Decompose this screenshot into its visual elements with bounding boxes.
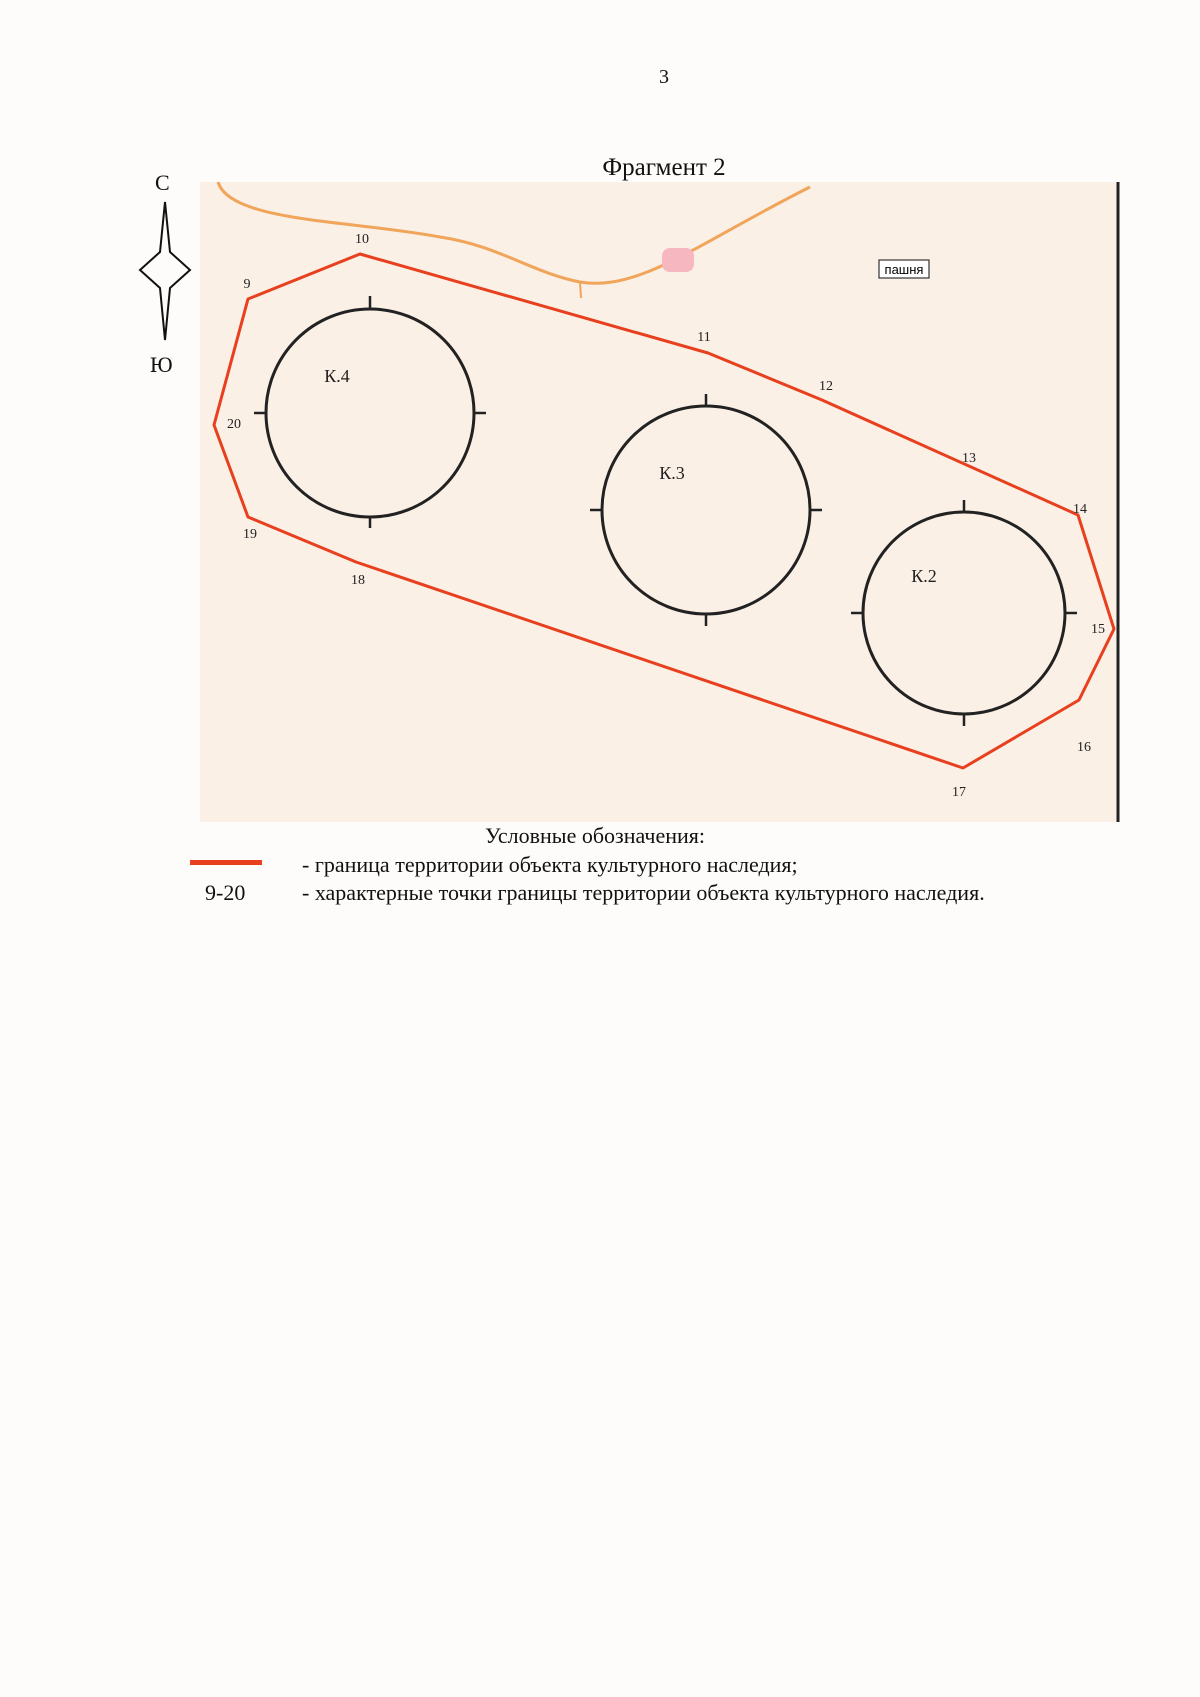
- legend-boundary-text: - граница территории объекта культурного наследия;: [302, 852, 798, 877]
- compass-arrow-icon: [138, 200, 192, 350]
- point-label-15: 15: [1091, 622, 1105, 637]
- legend-title: Условные обозначения:: [484, 823, 706, 848]
- legend-boundary-swatch: [190, 860, 262, 865]
- point-label-18: 18: [351, 573, 365, 588]
- point-label-9: 9: [243, 277, 251, 292]
- point-label-11: 11: [697, 330, 711, 345]
- mound-k2-label: К.2: [911, 566, 937, 586]
- map-fragment: [200, 182, 1120, 822]
- fragment-title: Фрагмент 2: [602, 154, 726, 181]
- pink-marker: [662, 248, 694, 272]
- compass-north-label: С: [155, 170, 170, 195]
- point-label-13: 13: [962, 451, 976, 466]
- road-branch: [580, 282, 581, 298]
- mound-k3-label: К.3: [659, 463, 685, 483]
- compass-south-label: Ю: [150, 352, 173, 377]
- point-label-20: 20: [227, 417, 241, 432]
- legend-points-code: 9-20: [205, 880, 246, 905]
- mound-k4-label: К.4: [324, 366, 350, 386]
- page-number: 3: [659, 66, 669, 88]
- point-label-10: 10: [355, 232, 369, 247]
- point-label-14: 14: [1073, 502, 1087, 517]
- point-label-19: 19: [243, 527, 257, 542]
- map-background: [200, 182, 1118, 822]
- point-label-12: 12: [819, 379, 833, 394]
- land-label: пашня: [884, 262, 924, 277]
- point-label-17: 17: [952, 785, 966, 800]
- point-label-16: 16: [1077, 740, 1091, 755]
- legend-points-text: - характерные точки границы территории объекта культурного наследия.: [302, 880, 985, 905]
